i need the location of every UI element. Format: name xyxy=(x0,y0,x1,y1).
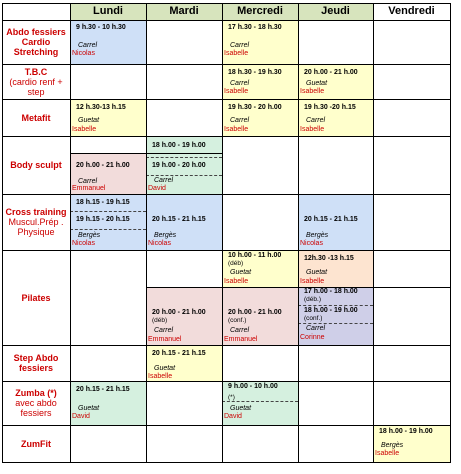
activity-label xyxy=(2,20,70,64)
grid-line xyxy=(2,194,451,195)
grid-line xyxy=(70,3,71,463)
activity-name: Zumba (*) xyxy=(15,388,57,398)
session-time: 20 h.15 - 21 h.15 xyxy=(152,350,206,357)
session-time: 9 h.00 - 10 h.00 xyxy=(228,383,278,390)
session-coach: Isabelle xyxy=(224,88,249,95)
session-coach: Isabelle xyxy=(224,50,249,57)
session-coach: David xyxy=(224,413,242,420)
session-coach: Emmanuel xyxy=(224,336,258,343)
grid-line xyxy=(2,250,451,251)
grid-line xyxy=(2,64,451,65)
activity-subtitle: avec abdo fessiers xyxy=(15,398,57,418)
session-coach: Nicolas xyxy=(72,50,95,57)
activity-label xyxy=(2,99,70,136)
session-location: Guetat xyxy=(230,405,252,412)
session-time: 20 h.00 - 21 h.00 xyxy=(228,309,282,316)
session-level-note: (déb) xyxy=(152,317,168,324)
grid-line xyxy=(2,20,451,21)
session-coach: David xyxy=(148,185,166,192)
activity-subtitle: Muscul.Prép . Physique xyxy=(8,217,64,237)
session-coach: Isabelle xyxy=(300,126,325,133)
time-separator xyxy=(298,305,373,306)
activity-name: Step Abdo fessiers xyxy=(13,353,59,373)
activity-label xyxy=(2,136,70,194)
time-separator xyxy=(70,211,146,212)
grid-line xyxy=(2,345,451,346)
session-time: 20 h.15 - 21 h.15 xyxy=(152,216,206,223)
session-coach: Isabelle xyxy=(300,278,325,285)
session-time: 19 h.00 - 20 h.00 xyxy=(152,162,206,169)
day-header: Vendredi xyxy=(373,3,450,20)
activity-name: Abdo fessiers Cardio Stretching xyxy=(6,27,66,57)
activity-name: T.B.C xyxy=(24,66,48,77)
session-time: 12 h.30-13 h.15 xyxy=(76,104,126,111)
session-time: 10 h.00 - 11 h.00 xyxy=(228,252,282,259)
session-time: 9 h.30 - 10 h.30 xyxy=(76,24,126,31)
session-coach: Isabelle xyxy=(300,88,325,95)
session-coach: Isabelle xyxy=(375,450,400,457)
grid-line xyxy=(2,136,451,137)
grid-line xyxy=(2,99,451,100)
grid-line xyxy=(373,3,374,463)
activity-label xyxy=(2,64,70,99)
activity-label xyxy=(2,425,70,462)
grid-line xyxy=(2,3,3,463)
session-location: Guetat xyxy=(154,365,176,372)
session-time: 20 h.00 - 21 h.00 xyxy=(304,69,358,76)
session-location: Guetat xyxy=(230,269,252,276)
session-location: Carrel xyxy=(230,117,250,124)
session-location: Carrel xyxy=(230,327,250,334)
session-time: 17 h.30 - 18 h.30 xyxy=(228,24,282,31)
activity-name: Metafit xyxy=(21,112,51,123)
grid-line xyxy=(146,3,147,463)
session-coach: Nicolas xyxy=(72,240,95,247)
time-separator xyxy=(70,229,146,230)
session-location: Guetat xyxy=(78,405,100,412)
activity-name: ZumFit xyxy=(21,438,51,449)
session-time: 18 h.00 - 19 h.00 xyxy=(379,428,433,435)
session-coach: Corinne xyxy=(300,334,325,341)
activity-name: Body sculpt xyxy=(10,160,62,170)
grid-line xyxy=(2,3,451,4)
session-coach: Nicolas xyxy=(300,240,323,247)
session-coach: Isabelle xyxy=(224,126,249,133)
session-location: Carrel xyxy=(78,42,98,49)
day-header: Mercredi xyxy=(222,3,298,20)
grid-line xyxy=(298,3,299,463)
session-time: 18 h.15 - 19 h.15 xyxy=(76,199,130,206)
activity-name: Pilates xyxy=(21,292,51,303)
header-corner xyxy=(2,3,70,20)
grid-line xyxy=(2,425,451,426)
session-location: Carrel xyxy=(154,327,174,334)
session-level-note: (*) xyxy=(228,394,235,401)
activity-name: Cross training xyxy=(5,207,67,217)
session-location: Guetat xyxy=(306,269,328,276)
time-separator xyxy=(146,157,222,158)
session-level-note: (déb.) xyxy=(304,296,321,303)
session-location: Carrel xyxy=(78,178,98,185)
activity-subtitle: (cardio renf + step xyxy=(9,76,63,97)
session-location: Carrel xyxy=(306,325,326,332)
session-coach: Isabelle xyxy=(224,278,249,285)
session-time: 18 h.00 - 19 h.00 xyxy=(152,142,206,149)
session-time: 20 h.15 - 21 h.15 xyxy=(76,386,130,393)
time-separator xyxy=(298,323,373,324)
session-time: 19 h.30 - 20 h.00 xyxy=(228,104,282,111)
session-location: Carrel xyxy=(306,117,326,124)
session-location: Bergès xyxy=(381,442,404,449)
session-time: 12h.30 -13 h.15 xyxy=(304,255,354,262)
session-location: Carrel xyxy=(230,80,250,87)
activity-label xyxy=(2,345,70,381)
session-time: 19 h.15 - 20 h.15 xyxy=(76,216,130,223)
activity-label xyxy=(2,381,70,425)
session-level-note: (conf.) xyxy=(304,315,323,322)
session-location: Bergès xyxy=(154,232,177,239)
session-coach: David xyxy=(72,413,90,420)
time-separator xyxy=(146,175,222,176)
session-level-note: (déb) xyxy=(228,260,244,267)
grid-line xyxy=(146,287,451,288)
day-header: Jeudi xyxy=(298,3,373,20)
session-coach: Emmanuel xyxy=(148,336,182,343)
activity-label xyxy=(2,194,70,250)
grid-line xyxy=(70,153,223,154)
grid-line xyxy=(2,462,451,463)
session-location: Guetat xyxy=(78,117,100,124)
session-coach: Emmanuel xyxy=(72,185,106,192)
activity-label xyxy=(2,250,70,345)
session-time: 18 h.30 - 19 h.30 xyxy=(228,69,282,76)
session-location: Carrel xyxy=(154,177,174,184)
day-header: Mardi xyxy=(146,3,222,20)
session-location: Bergès xyxy=(78,232,101,239)
session-location: Bergès xyxy=(306,232,329,239)
session-coach: Isabelle xyxy=(72,126,97,133)
session-location: Guetat xyxy=(306,80,328,87)
session-time: 18 h.00 - 19 h.00 xyxy=(304,307,358,314)
time-separator xyxy=(222,401,298,402)
day-header: Lundi xyxy=(70,3,146,20)
grid-line xyxy=(450,3,451,463)
session-location: Carrel xyxy=(230,42,250,49)
session-coach: Nicolas xyxy=(148,240,171,247)
session-level-note: (conf.) xyxy=(228,317,247,324)
grid-line xyxy=(2,381,451,382)
session-time: 20 h.00 - 21 h.00 xyxy=(152,309,206,316)
session-time: 19 h.30 -20 h.15 xyxy=(304,104,356,111)
grid-line xyxy=(222,3,223,463)
session-time: 17 h.00 - 18 h.00 xyxy=(304,288,358,295)
session-time: 20 h.00 - 21 h.00 xyxy=(76,162,130,169)
session-time: 20 h.15 - 21 h.15 xyxy=(304,216,358,223)
session-coach: Isabelle xyxy=(148,373,173,380)
